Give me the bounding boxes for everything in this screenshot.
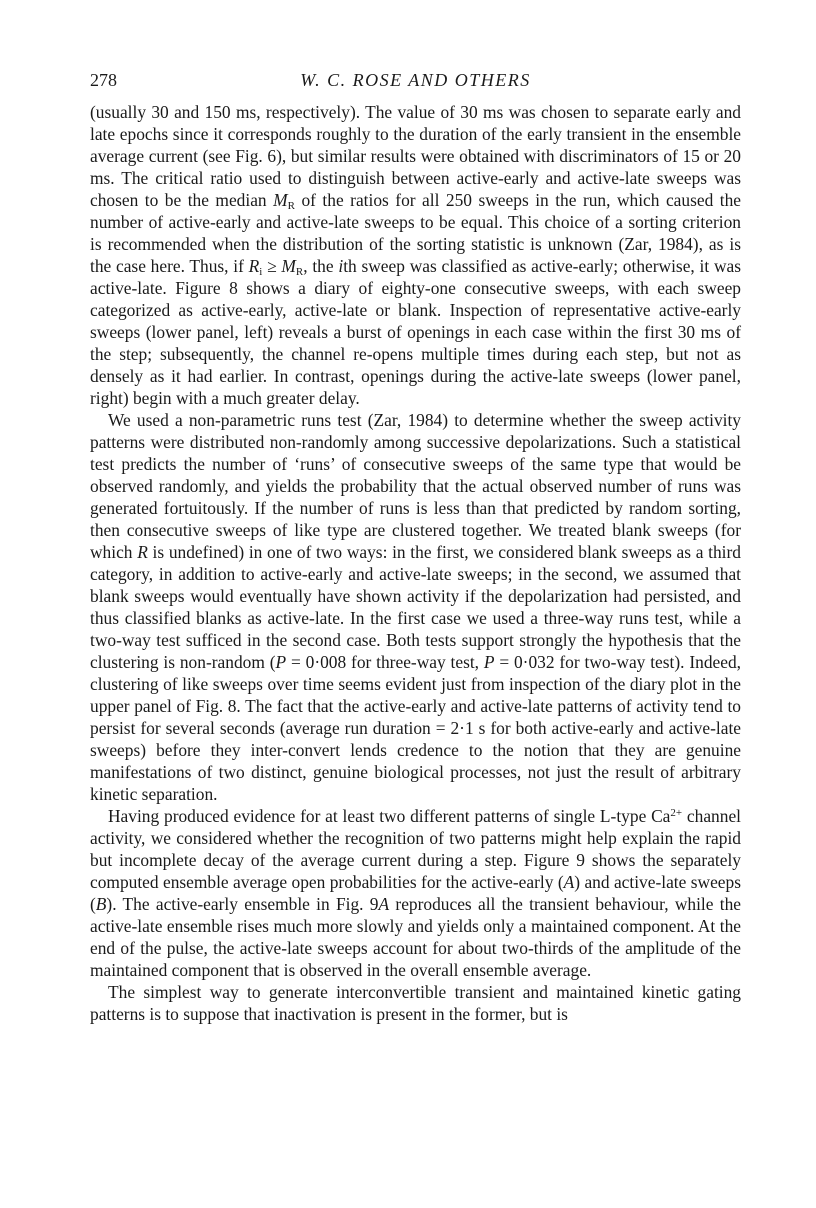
text-run: ≥ — [262, 256, 282, 276]
italic-symbol: A — [563, 872, 575, 892]
italic-symbol: M — [281, 256, 296, 276]
page — [90, 70, 741, 1025]
italic-symbol: P — [275, 652, 287, 672]
text-run: Having produced evidence for at least two different patterns of single L-type Ca — [108, 806, 671, 826]
paragraph-3 — [90, 805, 741, 981]
text-run: The simplest way to generate interconvertible transient and maintained kinetic gating patterns is to suppose that inactivation is present in the former, but is — [90, 982, 741, 1024]
text-run: ) and active-late sweeps ( — [90, 872, 741, 914]
paragraph-4 — [90, 981, 741, 1025]
text-run: of the ratios for all 250 sweeps in the run, which caused the number of active-early and active-late sweeps to be equal. This choice of a sorting criterion is recommended when the distribution of the sorting statistic is unknown (Zar, 1984), as is the case here. Thus, if — [90, 190, 741, 276]
italic-symbol: i — [338, 256, 344, 276]
italic-symbol: B — [95, 894, 107, 914]
subscript: R — [295, 266, 304, 278]
text-run: ). The active-early ensemble in Fig. 9 — [106, 894, 379, 914]
text-run: = 0·008 for three-way test, — [286, 652, 484, 672]
text-run: (usually 30 and 150 ms, respectively). The value of 30 ms was chosen to separate early and late epochs since it corresponds roughly to the duration of the early transient in the ensemble average current (see Fig. 6), but similar results were obtained with discriminators of 15 or 20 ms. The critical ratio used to distinguish between active-early and active-late sweeps was chosen to be the median — [90, 102, 741, 210]
text-run: is undefined) in one of two ways: in the first, we considered blank sweeps as a third category, in addition to active-early and active-late sweeps; in the second, we assumed that blank sweeps would eventually have shown activity if the depolarization had persisted, and thus classified blanks as active-late. In the first case we used a three-way runs test, while a two-way test sufficed in the second case. Both tests support strongly the hypothesis that the clustering is non-random ( — [90, 542, 741, 672]
italic-symbol: A — [378, 894, 390, 914]
text-run: , the — [303, 256, 339, 276]
running-head — [90, 70, 741, 98]
superscript: 2+ — [670, 807, 683, 819]
italic-symbol: R — [248, 256, 260, 276]
body-text — [90, 101, 741, 1025]
subscript: R — [287, 200, 295, 212]
italic-symbol: P — [483, 652, 495, 672]
subscript: i — [259, 266, 263, 278]
italic-symbol: R — [137, 542, 148, 562]
text-run: reproduces all the transient behaviour, while the active-late ensemble rises much more slowly and yields only a maintained component. At the end of the pulse, the active-late sweeps account for about two-thirds of the amplitude of the maintained component that is observed in the overall ensemble average. — [90, 894, 741, 980]
text-run: We used a non-parametric runs test (Zar, 1984) to determine whether the sweep activity patterns were distributed non-randomly among successive depolarizations. Such a statistical test predicts the number of ‘runs’ of consecutive sweeps of the same type that would be observed randomly, and yields the probability that the actual observed number of runs was generated fortuitously. If the number of runs is less than that predicted by random sorting, then consecutive sweeps of like type are clustered together. We treated blank sweeps (for which — [90, 410, 741, 562]
paragraph-1 — [90, 101, 741, 409]
paragraph-2 — [90, 409, 741, 805]
running-title: W. C. ROSE AND OTHERS — [300, 70, 531, 90]
text-run: th sweep was classified as active-early; otherwise, it was active-late. Figure 8 shows a diary of eighty-one consecutive sweeps, with each sweep categorized as active-early, active-late or blank. Inspection of representative active-early sweeps (lower panel, left) reveals a burst of openings in each case within the first 30 ms of the step; subsequently, the channel re-opens multiple times during each step, but not as densely as it had earlier. In contrast, openings during the active-late sweeps (lower panel, right) begin with a much greater delay. — [90, 256, 741, 408]
page-number: 278 — [90, 70, 117, 90]
text-run: = 0·032 for two-way test). Indeed, clustering of like sweeps over time seems evident just from inspection of the diary plot in the upper panel of Fig. 8. The fact that the active-early and active-late patterns of activity tend to persist for several seconds (average run duration = 2·1 s for both active-early and active-late sweeps) before they inter-convert lends credence to the notion that they are genuine manifestations of two distinct, genuine biological processes, not just the result of arbitrary kinetic separation. — [90, 652, 741, 804]
italic-symbol: M — [273, 190, 288, 210]
text-run: channel activity, we considered whether the recognition of two patterns might help explain the rapid but incomplete decay of the average current during a step. Figure 9 shows the separately computed ensemble average open probabilities for the active-early ( — [90, 806, 742, 892]
